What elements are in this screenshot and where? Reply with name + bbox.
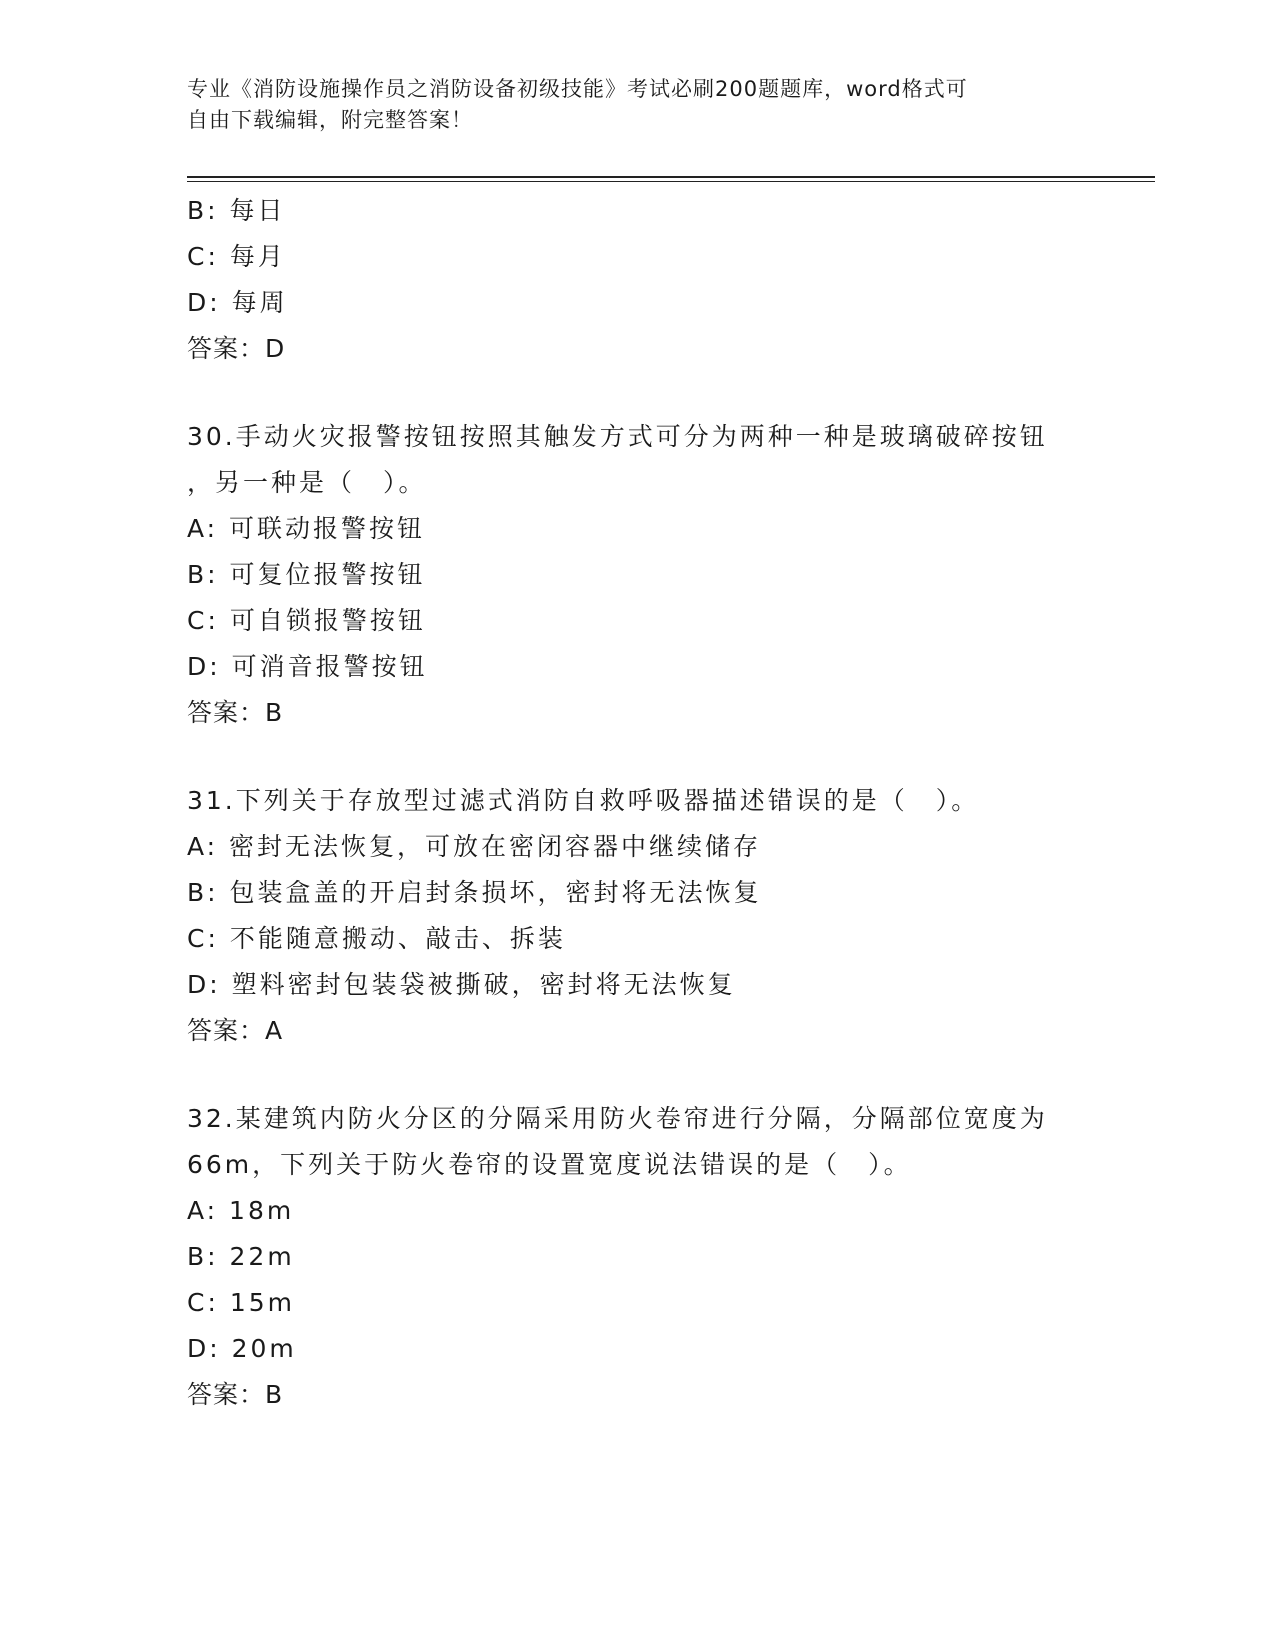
document-header [187, 74, 1087, 136]
question-stem-line-1: 30.手动火灾报警按钮按照其触发方式可分为两种一种是玻璃破碎按钮 [187, 422, 1048, 451]
header-line-2: 自由下载编辑，附完整答案！ [187, 108, 473, 132]
option-d: D: 可消音报警按钮 [187, 652, 428, 681]
option-d: D: 20m [187, 1334, 297, 1363]
option-a: A: 密封无法恢复，可放在密闭容器中继续储存 [187, 832, 762, 861]
question-31 [187, 778, 1087, 1054]
question-stem-line-2: 66m，下列关于防火卷帘的设置宽度说法错误的是（ ）。 [187, 1150, 912, 1179]
option-b: B: 每日 [187, 196, 286, 225]
header-rule-thin [187, 181, 1155, 182]
option-d: D: 塑料密封包装袋被撕破，密封将无法恢复 [187, 970, 736, 999]
header-rule-thick [187, 176, 1155, 178]
question-stem-line-1: 31.下列关于存放型过滤式消防自救呼吸器描述错误的是（ ）。 [187, 786, 980, 815]
question-list [187, 188, 1087, 1418]
option-b: B: 包装盒盖的开启封条损坏，密封将无法恢复 [187, 878, 762, 907]
spacer [187, 736, 1087, 778]
question-32 [187, 1096, 1087, 1418]
question-stem-line-2: ，另一种是（ ）。 [187, 468, 427, 497]
question-30 [187, 414, 1087, 736]
question-stem-line-1: 32.某建筑内防火分区的分隔采用防火卷帘进行分隔，分隔部位宽度为 [187, 1104, 1048, 1133]
option-d: D: 每周 [187, 288, 288, 317]
header-line-1: 专业《消防设施操作员之消防设备初级技能》考试必刷200题题库，word格式可 [187, 77, 968, 101]
option-a: A: 可联动报警按钮 [187, 514, 426, 543]
option-c: C: 不能随意搬动、敲击、拆装 [187, 924, 566, 953]
spacer [187, 1054, 1087, 1096]
option-a: A: 18m [187, 1196, 295, 1225]
answer: 答案：B [187, 1380, 284, 1409]
answer: 答案：D [187, 334, 286, 363]
answer: 答案：B [187, 698, 284, 727]
option-c: C: 可自锁报警按钮 [187, 606, 426, 635]
answer: 答案：A [187, 1016, 284, 1045]
option-b: B: 22m [187, 1242, 295, 1271]
question-29 [187, 188, 1087, 372]
option-b: B: 可复位报警按钮 [187, 560, 426, 589]
option-c: C: 15m [187, 1288, 295, 1317]
spacer [187, 372, 1087, 414]
option-c: C: 每月 [187, 242, 286, 271]
